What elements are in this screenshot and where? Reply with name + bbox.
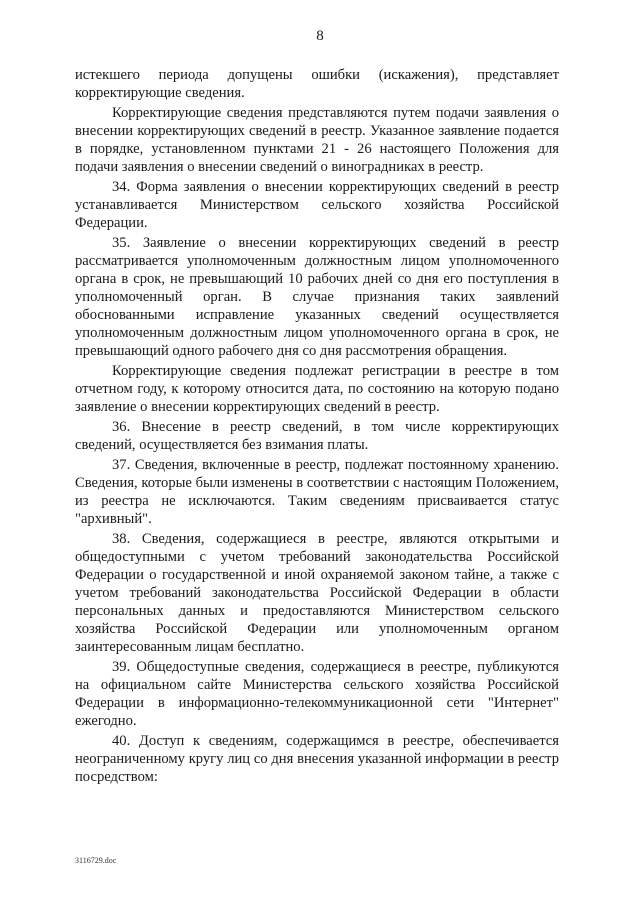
document-body xyxy=(75,66,559,788)
paragraph-35: 35. Заявление о внесении корректирующих сведений в реестр рассматривается уполномоченным должностным лицом уполномоченного органа в срок, не превышающий 10 рабочих дней со дня его поступления в уполномоченный орган. В случае признания таких заявлений обоснованными исправление указанных сведений осуществляется уполномоченным должностным лицом уполномоченного органа в срок, не превышающий одного рабочего дня со дня рассмотрения обращения. xyxy=(75,235,559,359)
paragraph-corrective-registration: Корректирующие сведения подлежат регистрации в реестре в том отчетном году, к которому относится дата, по состоянию на которую подано заявление о внесении корректирующих сведений в реестр. xyxy=(75,363,559,415)
paragraph-corrective-submission: Корректирующие сведения представляются путем подачи заявления о внесении корректирующих сведений в реестр. Указанное заявление подается в порядке, установленном пунктами 21 - 26 настоящего Положения для подачи заявления о внесении сведений о виноградниках в реестр. xyxy=(75,105,559,175)
paragraph-40: 40. Доступ к сведениям, содержащимся в реестре, обеспечивается неограниченному кругу лиц со дня внесения указанной информации в реестр посредством: xyxy=(75,733,559,785)
paragraph-36: 36. Внесение в реестр сведений, в том числе корректирующих сведений, осуществляется без взимания платы. xyxy=(75,419,559,453)
paragraph-34: 34. Форма заявления о внесении корректирующих сведений в реестр устанавливается Министерством сельского хозяйства Российской Федерации. xyxy=(75,179,559,231)
paragraph-37: 37. Сведения, включенные в реестр, подлежат постоянному хранению. Сведения, которые были изменены в соответствии с настоящим Положением, из реестра не исключаются. Таким сведениям присваивается статус "архивный". xyxy=(75,457,559,527)
page-number: 8 xyxy=(316,28,324,44)
footer-filename: 3116729.doc xyxy=(75,856,117,865)
paragraph-39: 39. Общедоступные сведения, содержащиеся в реестре, публикуются на официальном сайте Министерства сельского хозяйства Российской Федерации в информационно-телекоммуникационной сети "Интернет" ежегодно. xyxy=(75,659,559,729)
paragraph-continuation: истекшего периода допущены ошибки (искажения), представляет корректирующие сведения. xyxy=(75,67,559,101)
paragraph-38: 38. Сведения, содержащиеся в реестре, являются открытыми и общедоступными с учетом требований законодательства Российской Федерации о государственной и иной охраняемой законом тайне, а также с учетом требований законодательства Российской Федерации в области персональных данных и предоставляются Министерством сельского хозяйства Российской Федерации или уполномоченным органом заинтересованным лицам бесплатно. xyxy=(75,531,559,655)
